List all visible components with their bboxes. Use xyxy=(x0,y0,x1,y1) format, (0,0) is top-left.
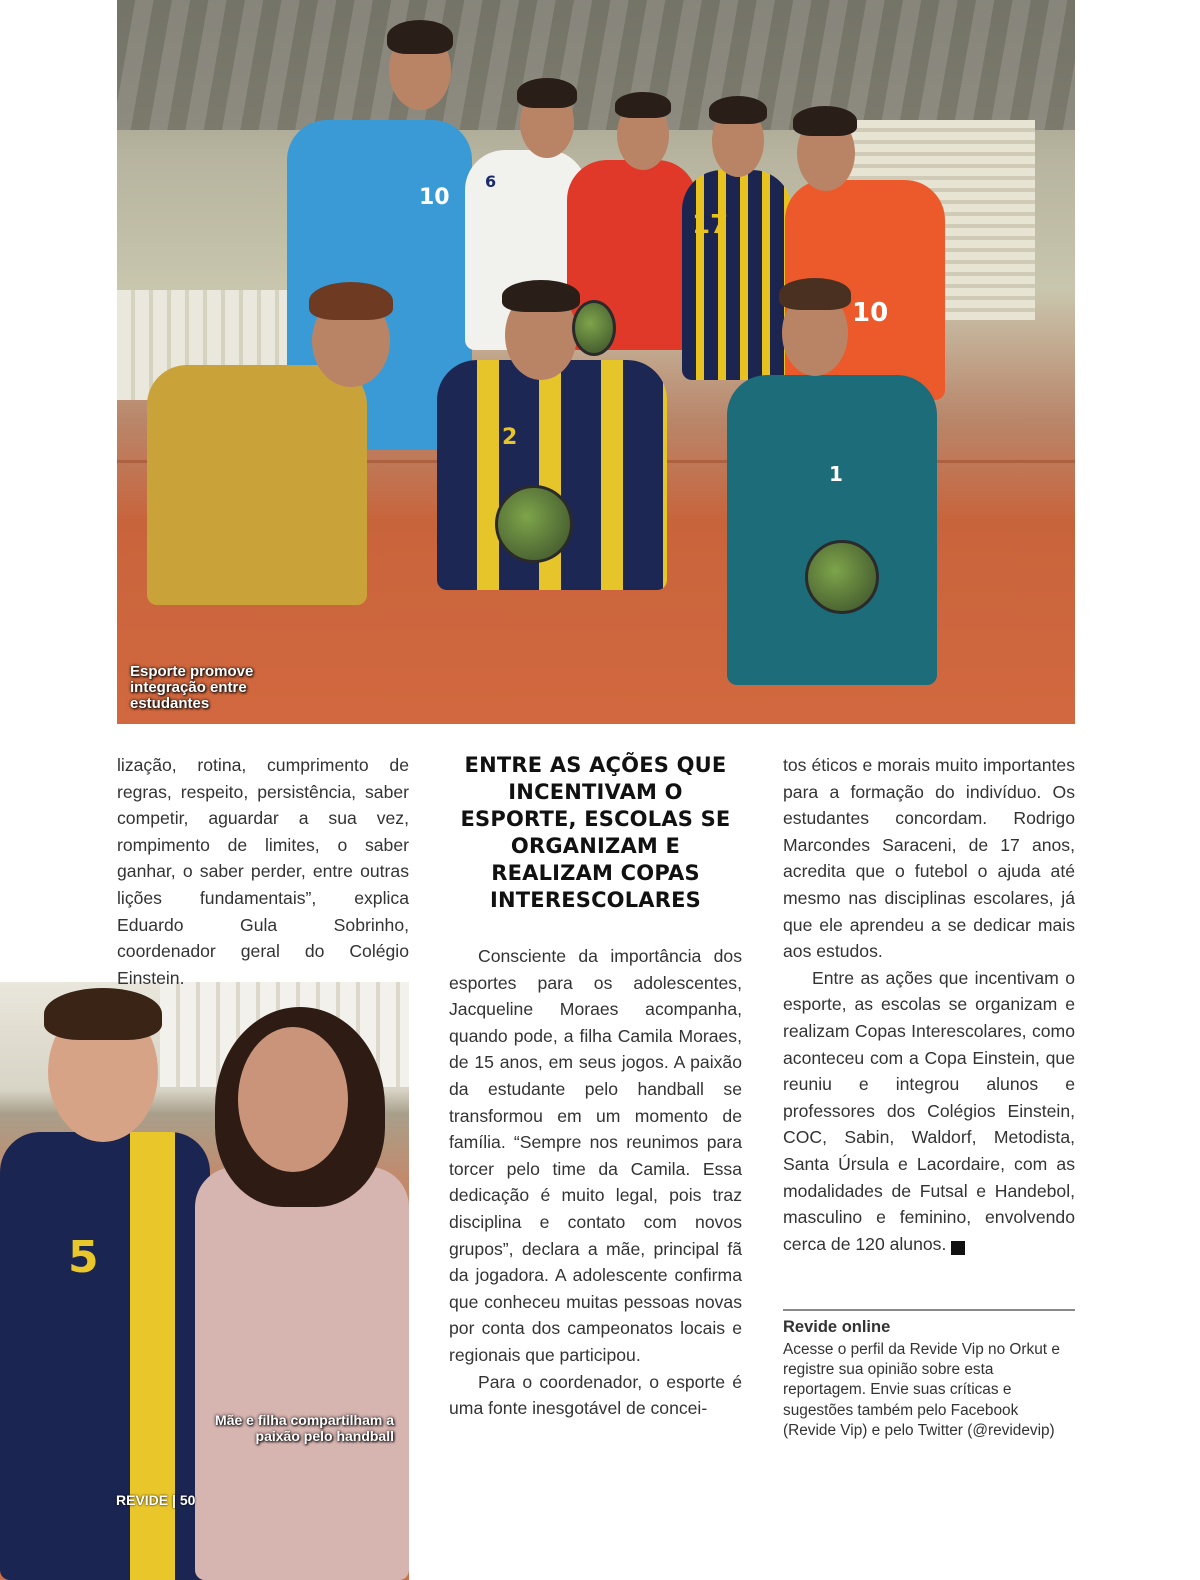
photo-caption: Mãe e filha compartilham a paixão pelo handball xyxy=(215,1412,394,1444)
team-photo xyxy=(117,0,1075,724)
handball-ball xyxy=(805,540,879,614)
jersey-number: 5 xyxy=(68,1232,99,1283)
jersey-number: 10 xyxy=(419,185,450,210)
player-teal xyxy=(727,375,937,685)
paragraph: lização, rotina, cumprimento de regras, respeito, persistência, saber competir, aguardar a sua vez, rompimento de limites, o saber ganhar, o saber perder, entre outras lições fundamentais”, explica Eduardo Gula Sobrinho, coordenador geral do Colégio Einstein. xyxy=(117,755,409,988)
mother-shirt xyxy=(195,1167,409,1580)
jersey-number: 10 xyxy=(852,298,889,328)
mother-daughter-photo xyxy=(0,982,409,1580)
player-yellow xyxy=(147,365,367,605)
jersey-number: 1 xyxy=(829,462,843,486)
player-navy-yellow xyxy=(682,170,792,380)
daughter-hair xyxy=(44,988,162,1040)
player-red-hair xyxy=(615,92,671,118)
player-teal-hair xyxy=(779,278,851,310)
player-center-hair xyxy=(502,280,580,312)
player-yellow-hair xyxy=(309,282,393,320)
player-blue-hair xyxy=(387,20,453,54)
jersey-number: 6 xyxy=(485,172,497,191)
end-mark-icon: r xyxy=(951,1241,965,1255)
column-2 xyxy=(449,943,742,1422)
sidebar-body: Acesse o perfil da Revide Vip no Orkut e registre sua opinião sobre esta reportagem. Envie suas críticas e sugestões também pelo Facebook (Revide Vip) e pelo Twitter (@revidevip) xyxy=(783,1341,1060,1439)
gym-ceiling xyxy=(117,0,1075,130)
photo-caption: Esporte promove integração entre estudantes xyxy=(130,663,254,712)
paragraph: Consciente da importância dos esportes para os adolescentes, Jacqueline Moraes acompanha, quando pode, a filha Camila Moraes, de 15 anos, em seus jogos. A paixão da estudante pelo handball se transformou em um momento de família. “Sempre nos reunimos para torcer pelo time da Camila. Essa dedicação é muito legal, pois traz disciplina e contato com novos grupos”, declara a mãe, principal fã da jogadora. A adolescente confirma que conheceu muitas pessoas novas por conta dos campeonatos locais e regionais que participou. xyxy=(449,946,742,1365)
paragraph: tos éticos e morais muito importantes para a formação do indivíduo. Os estudantes concordam. Rodrigo Marcondes Saraceni, de 17 anos, acredita que o futebol o ajuda até mesmo nas disciplinas escolares, já que ele aprendeu a se dedicar mais aos estudos. xyxy=(783,755,1075,962)
paragraph-last xyxy=(783,965,1075,1258)
player-orange-hair xyxy=(793,106,857,136)
column-3 xyxy=(783,752,1075,1257)
sidebar-title: Revide online xyxy=(783,1318,891,1336)
jersey-number: 2 xyxy=(502,425,518,450)
pull-quote: ENTRE AS AÇÕES QUE INCENTIVAM O ESPORTE, ESCOLAS SE ORGANIZAM E REALIZAM COPAS INTERESCOLARES xyxy=(460,753,731,912)
jersey-number: 17 xyxy=(692,210,729,240)
player-navy-hair xyxy=(709,96,767,124)
handball-ball xyxy=(572,300,616,356)
handball-ball xyxy=(495,485,573,563)
page-folio: REVIDE | 50 xyxy=(116,1492,196,1508)
column-1 xyxy=(117,752,409,991)
paragraph-text: Entre as ações que incentivam o esporte, as escolas se organizam e realizam Copas Interescolares, como aconteceu com a Copa Einstein, que reuniu e integrou alunos e professores dos Colégios Einstein, COC, Sabin, Waldorf, Metodista, Santa Úrsula e Lacordaire, com as modalidades de Futsal e Handebol, masculino e feminino, envolvendo cerca de 120 alunos. xyxy=(783,967,1075,1254)
mother-head xyxy=(238,1027,348,1172)
paragraph: Para o coordenador, o esporte é uma fonte inesgotável de concei- xyxy=(449,1371,742,1419)
player-white-hair xyxy=(517,78,577,108)
daughter-jersey xyxy=(0,1132,210,1580)
sidebar-divider xyxy=(783,1309,1075,1311)
